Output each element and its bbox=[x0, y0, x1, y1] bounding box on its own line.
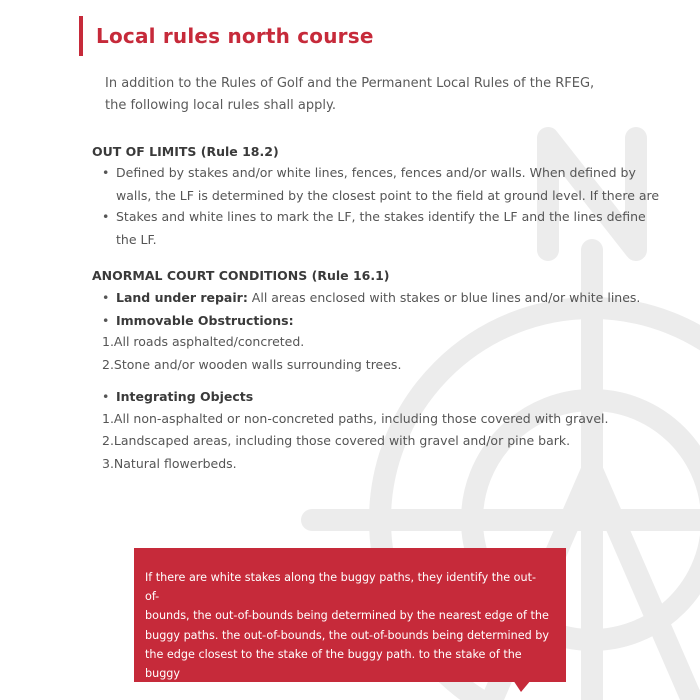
bullet-dot: • bbox=[102, 313, 110, 328]
page-title: Local rules north course bbox=[96, 24, 374, 48]
callout-line-3: buggy paths. the out-of-bounds, the out-of-bounds being determined by bbox=[145, 628, 549, 642]
bullet-dot: • bbox=[102, 165, 110, 180]
title-accent-bar bbox=[79, 16, 83, 56]
integrating-item-1: 1.All non-asphalted or non-concreted paths, including those covered with gravel. bbox=[102, 411, 609, 426]
buggy-path-callout bbox=[134, 548, 566, 700]
immovable-item-1: 1.All roads asphalted/concreted. bbox=[102, 334, 305, 349]
land-under-repair-text: All areas enclosed with stakes or blue lines and/or white lines. bbox=[251, 290, 641, 305]
intro-line-1: In addition to the Rules of Golf and the Permanent Local Rules of the RFEG, bbox=[105, 76, 595, 91]
bullet-text-line-1: Defined by stakes and/or white lines, fences, fences and/or walls. When defined by bbox=[116, 165, 636, 180]
bullet-dot: • bbox=[102, 290, 110, 305]
bullet-text-line-2: the LF. bbox=[116, 232, 157, 247]
bullet-dot: • bbox=[102, 209, 110, 224]
title-block bbox=[79, 16, 374, 56]
section-heading-out-of-limits: OUT OF LIMITS (Rule 18.2) bbox=[92, 144, 279, 159]
bullet-out-of-limits-2 bbox=[102, 205, 662, 251]
bullet-integrating-objects bbox=[102, 385, 662, 408]
immovable-obstructions-label: Immovable Obstructions: bbox=[116, 313, 294, 328]
bullet-dot: • bbox=[102, 389, 110, 404]
bullet-land-under-repair bbox=[102, 286, 662, 309]
integrating-item-3: 3.Natural flowerbeds. bbox=[102, 456, 237, 471]
callout-line-2: bounds, the out-of-bounds being determined by the nearest edge of the bbox=[145, 609, 549, 623]
integrating-objects-label: Integrating Objects bbox=[116, 389, 254, 404]
bullet-text-line-2: walls, the LF is determined by the closest point to the field at ground level. If there are bbox=[116, 188, 660, 203]
bullet-immovable-obstructions bbox=[102, 309, 662, 332]
callout-line-1: If there are white stakes along the buggy paths, they identify the out- of- bbox=[145, 571, 537, 604]
callout-tail bbox=[513, 680, 531, 692]
callout-text bbox=[145, 568, 552, 700]
integrating-item-2: 2.Landscaped areas, including those covered with gravel and/or pine bark. bbox=[102, 433, 571, 448]
immovable-item-2: 2.Stone and/or wooden walls surrounding trees. bbox=[102, 357, 402, 372]
callout-line-5: path. bbox=[145, 686, 174, 700]
bullet-out-of-limits-1 bbox=[102, 161, 662, 207]
callout-line-4: the edge closest to the stake of the buggy path. to the stake of the buggy bbox=[145, 647, 522, 681]
bullet-text-line-1: Stakes and white lines to mark the LF, the stakes identify the LF and the lines define bbox=[116, 209, 646, 224]
intro-paragraph bbox=[105, 73, 645, 117]
land-under-repair-label: Land under repair: bbox=[116, 290, 248, 305]
section-heading-anormal-court: ANORMAL COURT CONDITIONS (Rule 16.1) bbox=[92, 268, 390, 283]
intro-line-2: the following local rules shall apply. bbox=[105, 98, 336, 113]
